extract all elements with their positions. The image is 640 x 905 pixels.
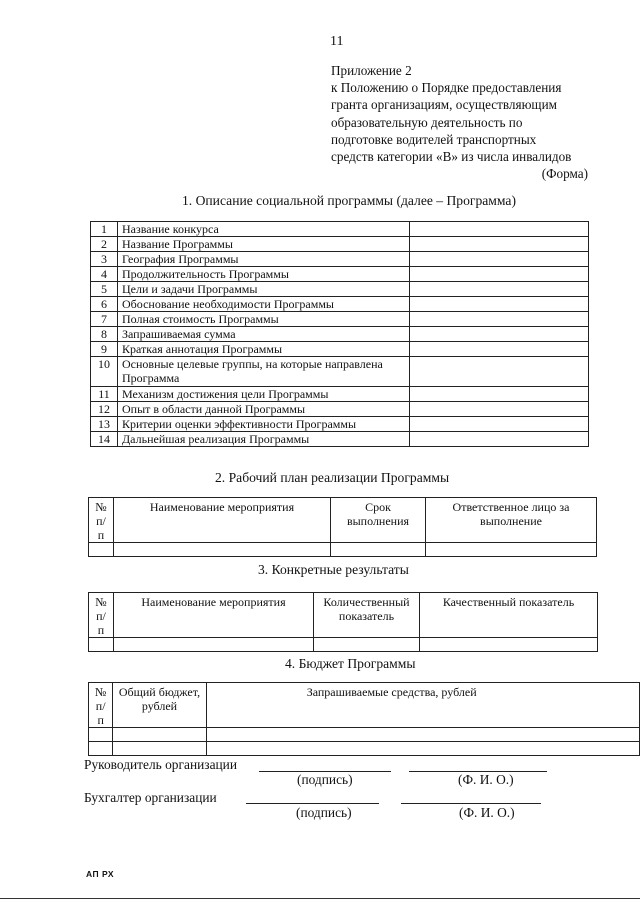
table-cell — [420, 638, 598, 652]
table-row — [91, 312, 589, 327]
row-number: 2 — [91, 237, 118, 252]
table-row — [91, 342, 589, 357]
row-value-cell — [410, 432, 589, 447]
table-row — [91, 252, 589, 267]
table-cell — [114, 638, 314, 652]
col-header-quantitative: Количественный показатель — [314, 593, 420, 638]
row-label: География Программы — [118, 252, 410, 267]
page-number: 11 — [330, 34, 344, 49]
accountant-name-line — [401, 803, 541, 804]
head-sign-caption: (подпись) — [297, 772, 353, 787]
row-value-cell — [410, 312, 589, 327]
budget-table — [88, 682, 640, 756]
row-label: Продолжительность Программы — [118, 267, 410, 282]
row-number: 1 — [91, 222, 118, 237]
appendix-line: средств категории «B» из числа инвалидов — [331, 149, 572, 165]
col-header-total-budget: Общий бюджет, рублей — [113, 683, 206, 728]
table-cell — [314, 638, 420, 652]
table-row — [91, 297, 589, 312]
row-number: 11 — [91, 387, 118, 402]
col-header-event: Наименование мероприятия — [114, 593, 314, 638]
table-cell — [89, 543, 114, 557]
row-value-cell — [410, 327, 589, 342]
accountant-name-caption: (Ф. И. О.) — [459, 805, 515, 820]
page-bottom-edge — [0, 898, 640, 899]
accountant-sign-caption: (подпись) — [296, 805, 352, 820]
section3-title: 3. Конкретные результаты — [258, 562, 409, 577]
row-value-cell — [410, 357, 589, 387]
table-row — [91, 237, 589, 252]
table-cell — [113, 728, 206, 742]
row-value-cell — [410, 402, 589, 417]
table-row — [91, 357, 589, 387]
col-header-qualitative: Качественный показатель — [420, 593, 598, 638]
appendix-header — [331, 62, 591, 182]
row-value-cell — [410, 237, 589, 252]
table-cell — [331, 543, 426, 557]
table-cell — [89, 742, 113, 756]
row-value-cell — [410, 282, 589, 297]
row-label: Дальнейшая реализация Программы — [118, 432, 410, 447]
work-plan-table — [88, 497, 597, 557]
row-number: 13 — [91, 417, 118, 432]
form-label: (Форма) — [541, 166, 588, 182]
table-row — [91, 327, 589, 342]
section4-title: 4. Бюджет Программы — [285, 656, 416, 671]
col-header-num: № п/п — [89, 683, 113, 728]
table-row — [91, 417, 589, 432]
section2-title: 2. Рабочий план реализации Программы — [215, 470, 450, 485]
row-label: Цели и задачи Программы — [118, 282, 410, 297]
row-number: 7 — [91, 312, 118, 327]
row-number: 5 — [91, 282, 118, 297]
table-row — [91, 282, 589, 297]
accountant-signature-line — [246, 803, 379, 804]
table-row — [91, 387, 589, 402]
table-row — [91, 402, 589, 417]
col-header-deadline: Срок выполнения — [331, 498, 426, 543]
row-value-cell — [410, 387, 589, 402]
row-value-cell — [410, 342, 589, 357]
appendix-line: к Положению о Порядке предоставления — [331, 80, 562, 96]
table-cell — [113, 742, 206, 756]
table-cell — [206, 728, 639, 742]
col-header-num: № п/п — [89, 593, 114, 638]
head-signature-label: Руководитель организации — [84, 757, 238, 772]
table-cell — [206, 742, 639, 756]
col-header-requested: Запрашиваемые средства, рублей — [206, 683, 639, 728]
col-header-responsible: Ответственное лицо за выполнение — [426, 498, 597, 543]
row-label: Критерии оценки эффективности Программы — [118, 417, 410, 432]
table-row — [91, 267, 589, 282]
section1-title: 1. Описание социальной программы (далее – Программа) — [182, 193, 516, 208]
row-label: Основные целевые группы, на которые направлена Программа — [118, 357, 410, 387]
row-number: 12 — [91, 402, 118, 417]
table-cell — [89, 728, 113, 742]
appendix-line: подготовке водителей транспортных — [331, 131, 537, 147]
table-cell — [114, 543, 331, 557]
row-number: 8 — [91, 327, 118, 342]
footer-code: АП РХ — [86, 869, 115, 879]
row-label: Обоснование необходимости Программы — [118, 297, 410, 312]
col-header-num: № п/п — [89, 498, 114, 543]
row-number: 3 — [91, 252, 118, 267]
row-label: Краткая аннотация Программы — [118, 342, 410, 357]
row-label: Опыт в области данной Программы — [118, 402, 410, 417]
row-value-cell — [410, 267, 589, 282]
table-row — [91, 222, 589, 237]
row-number: 9 — [91, 342, 118, 357]
results-table — [88, 592, 598, 652]
head-name-caption: (Ф. И. О.) — [458, 772, 514, 787]
program-description-table — [90, 221, 589, 447]
row-label: Механизм достижения цели Программы — [118, 387, 410, 402]
row-label: Полная стоимость Программы — [118, 312, 410, 327]
row-number: 4 — [91, 267, 118, 282]
table-cell — [89, 638, 114, 652]
col-header-event: Наименование мероприятия — [114, 498, 331, 543]
table-cell — [426, 543, 597, 557]
appendix-line: Приложение 2 — [331, 63, 412, 78]
row-number: 14 — [91, 432, 118, 447]
row-number: 6 — [91, 297, 118, 312]
row-label: Название конкурса — [118, 222, 410, 237]
accountant-signature-label: Бухгалтер организации — [84, 790, 217, 805]
appendix-line: образовательную деятельность по — [331, 114, 523, 130]
row-number: 10 — [91, 357, 118, 387]
row-value-cell — [410, 222, 589, 237]
row-label: Запрашиваемая сумма — [118, 327, 410, 342]
row-value-cell — [410, 417, 589, 432]
table-row — [91, 432, 589, 447]
row-label: Название Программы — [118, 237, 410, 252]
row-value-cell — [410, 297, 589, 312]
row-value-cell — [410, 252, 589, 267]
appendix-line: гранта организациям, осуществляющим — [331, 97, 557, 113]
